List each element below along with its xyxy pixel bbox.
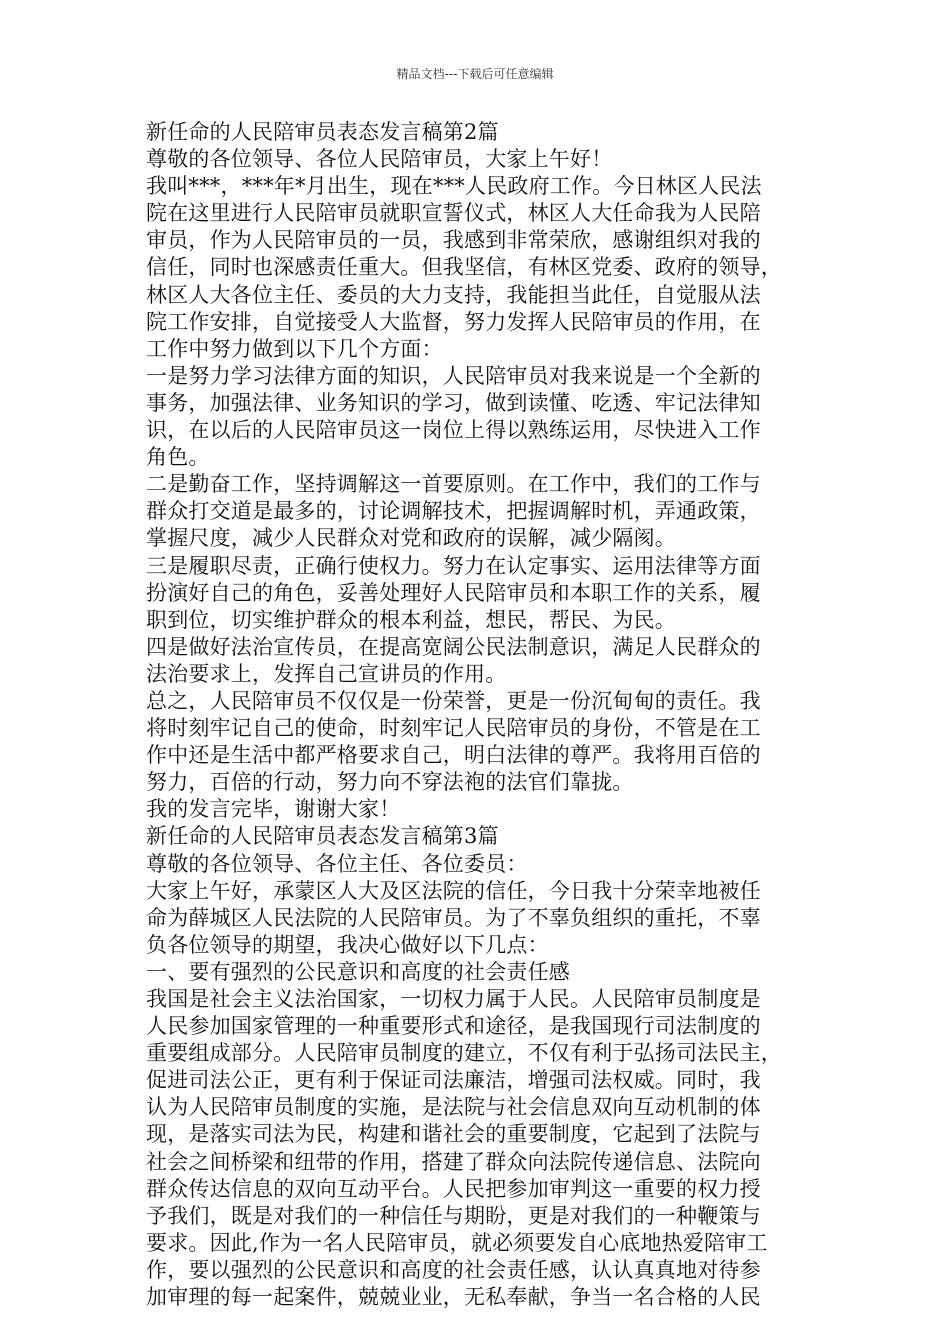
body-line: 人民参加国家管理的一种重要形式和途径，是我国现行司法制度的 (146, 1014, 761, 1039)
body-line: 扮演好自己的角色，妥善处理好人民陪审员和本职工作的关系，履 (146, 580, 761, 605)
body-line: 职到位，切实维护群众的根本利益，想民，帮民、为民。 (146, 607, 676, 632)
body-line: 现，是落实司法为民，构建和谐社会的重要制度，它起到了法院与 (146, 1122, 761, 1147)
body-line: 努力，百倍的行动，努力向不穿法袍的法官们靠拢。 (146, 770, 634, 795)
body-line: 林区人大各位主任、委员的大力支持，我能担当此任，自觉服从法 (146, 282, 761, 307)
body-line: 将时刻牢记自己的使命，时刻牢记人民陪审员的身份，不管是在工 (146, 716, 761, 741)
body-line: 事务，加强法律、业务知识的学习，做到读懂、吃透、牢记法律知 (146, 390, 761, 415)
body-line: 法治要求上，发挥自己宣讲员的作用。 (146, 661, 507, 686)
body-line: 角色。 (146, 445, 210, 470)
body-line: 院在这里进行人民陪审员就职宣誓仪式，林区人大任命我为人民陪 (146, 201, 761, 226)
document-body (146, 119, 814, 1311)
body-line: 作，要以强烈的公民意识和高度的社会责任感，认认真真地对待参 (146, 1257, 761, 1282)
body-line: 要求。因此,作为一名人民陪审员，就必须要发自心底地热爱陪审工 (146, 1230, 768, 1255)
section-heading: 一、要有强烈的公民意识和高度的社会责任感 (146, 959, 570, 984)
body-line: 作中还是生活中都严格要求自己，明白法律的尊严。我将用百倍的 (146, 743, 761, 768)
body-line: 二是勤奋工作，坚持调解这一首要原则。在工作中，我们的工作与 (146, 472, 761, 497)
body-line: 识，在以后的人民陪审员这一岗位上得以熟练运用，尽快进入工作 (146, 418, 761, 443)
body-line: 我叫***，***年*月出生，现在***人民政府工作。今日林区人民法 (146, 174, 762, 199)
body-line: 我国是社会主义法治国家，一切权力属于人民。人民陪审员制度是 (146, 987, 761, 1011)
body-line: 群众打交道是最多的，讨论调解技术，把握调解时机，弄通政策， (146, 499, 761, 524)
body-line: 认为人民陪审员制度的实施，是法院与社会信息双向互动机制的体 (146, 1095, 761, 1120)
body-line: 三是履职尽责，正确行使权力。努力在认定事实、运用法律等方面 (146, 553, 761, 578)
body-line: 社会之间桥梁和纽带的作用，搭建了群众向法院传递信息、法院向 (146, 1149, 761, 1174)
body-line: 重要组成部分。人民陪审员制度的建立，不仅有利于弘扬司法民主， (146, 1041, 782, 1066)
body-line: 予我们，既是对我们的一种信任与期盼，更是对我们的一种鞭策与 (146, 1203, 761, 1228)
heading-part-2: 新任命的人民陪审员表态发言稿第2篇 (146, 120, 499, 144)
body-line: 加审理的每一起案件，兢兢业业，无私奉献，争当一名合格的人民 (146, 1285, 761, 1310)
heading-part-3: 新任命的人民陪审员表态发言稿第3篇 (146, 824, 499, 849)
body-line: 一是努力学习法律方面的知识，人民陪审员对我来说是一个全新的 (146, 363, 761, 388)
page-header: 精品文档---下载后可任意编辑 (396, 67, 554, 81)
closing-line: 我的发言完毕，谢谢大家！ (146, 797, 401, 822)
body-line: 促进司法公正，更有利于保证司法廉洁，增强司法权威。同时，我 (146, 1068, 761, 1093)
body-line: 负各位领导的期望，我决心做好以下几点： (146, 932, 549, 957)
salutation: 尊敬的各位领导、各位主任、各位委员： (146, 851, 528, 876)
body-line: 信任，同时也深感责任重大。但我坚信，有林区党委、政府的领导， (146, 255, 782, 280)
body-line: 命为薛城区人民法院的人民陪审员。为了不辜负组织的重托，不辜 (146, 905, 761, 930)
body-line: 四是做好法治宣传员，在提高宽阔公民法制意识，满足人民群众的 (146, 634, 761, 659)
salutation: 尊敬的各位领导、各位人民陪审员，大家上午好！ (146, 147, 613, 172)
body-line: 大家上午好，承蒙区人大及区法院的信任，今日我十分荣幸地被任 (146, 878, 761, 903)
body-line: 群众传达信息的双向互动平台。人民把参加审判这一重要的权力授 (146, 1176, 761, 1201)
body-line: 总之，人民陪审员不仅仅是一份荣誉，更是一份沉甸甸的责任。我 (146, 688, 761, 713)
body-line: 审员，作为人民陪审员的一员，我感到非常荣欣，感谢组织对我的 (146, 228, 761, 253)
body-line: 工作中努力做到以下几个方面： (146, 336, 443, 361)
body-line: 掌握尺度，减少人民群众对党和政府的误解，减少隔阂。 (146, 526, 676, 551)
body-line: 院工作安排，自觉接受人大监督，努力发挥人民陪审员的作用，在 (146, 309, 761, 334)
